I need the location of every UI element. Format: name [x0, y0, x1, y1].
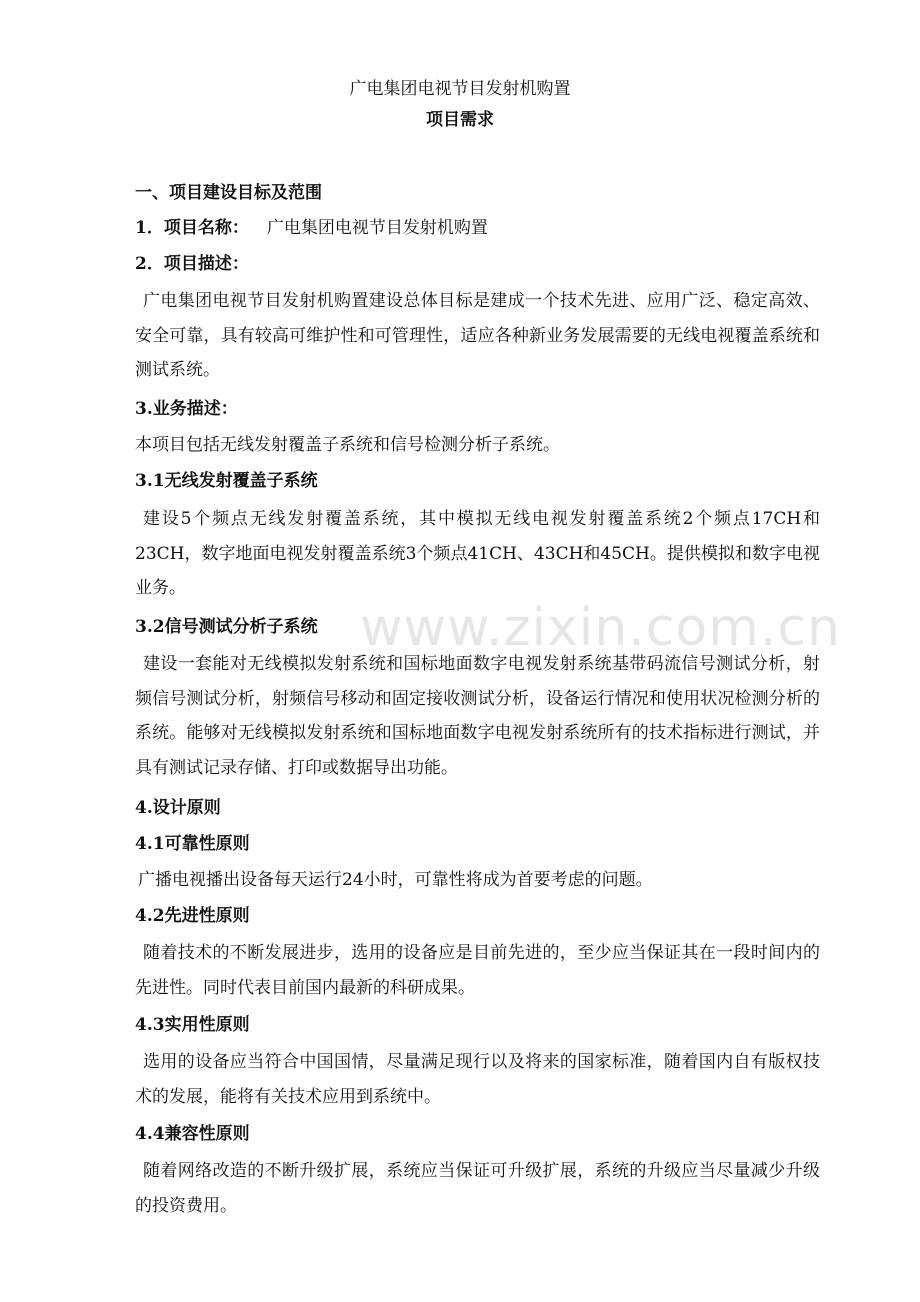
project-name-row	[135, 211, 820, 245]
section-4-2-text: 随着技术的不断发展进步，选用的设备应是目前先进的，至少应当保证其在一段时间内的先进性。同时代表目前国内最新的科研成果。	[135, 943, 820, 998]
section-3-heading: 3.业务描述：	[135, 399, 238, 419]
section-4-heading: 4.设计原则	[135, 798, 221, 818]
section-3-2-text: 建设一套能对无线模拟发射系统和国标地面数字电视发射系统基带码流信号测试分析，射频信号测试分析，射频信号移动和固定接收测试分析，设备运行情况和使用状况检测分析的系统。能够对无线模拟发射系统和国标地面数字电视发射系统所有的技术指标进行测试，并具有测试记录存储、打印或数据导出功能。	[135, 654, 820, 778]
project-name-value: 广电集团电视节目发射机购置	[266, 218, 488, 238]
document-subtitle: 项目需求	[426, 110, 494, 130]
document-title: 广电集团电视节目发射机购置	[349, 79, 571, 99]
section-4-4-text: 随着网络改造的不断升级扩展，系统应当保证可升级扩展，系统的升级应当尽量减少升级的投资费用。	[135, 1161, 820, 1216]
project-description-label: 2．项目描述：	[135, 254, 249, 274]
section-4-4-heading: 4.4兼容性原则	[135, 1124, 250, 1144]
watermark-text: www.zixin.com.cn	[360, 598, 841, 658]
section-1-heading: 一、项目建设目标及范围	[135, 183, 322, 203]
project-name-label: 1．项目名称：	[135, 218, 249, 238]
section-4-1-heading: 4.1可靠性原则	[135, 834, 250, 854]
section-4-3-text: 选用的设备应当符合中国国情，尽量满足现行以及将来的国家标准，随着国内自有版权技术的发展，能将有关技术应用到系统中。	[135, 1052, 820, 1107]
section-3-1-heading: 3.1无线发射覆盖子系统	[135, 471, 318, 491]
section-3-1-text: 建设5个频点无线发射覆盖系统，其中模拟无线电视发射覆盖系统2个频点17CH和23CH，数字地面电视发射覆盖系统3个频点41CH、43CH和45CH。提供模拟和数字电视业务。	[135, 509, 820, 598]
project-description-text: 广电集团电视节目发射机购置建设总体目标是建成一个技术先进、应用广泛、稳定高效、安全可靠，具有较高可维护性和可管理性，适应各种新业务发展需要的无线电视覆盖系统和测试系统。	[135, 291, 820, 380]
section-3-text: 本项目包括无线发射覆盖子系统和信号检测分析子系统。	[135, 435, 560, 455]
section-4-3-heading: 4.3实用性原则	[135, 1015, 250, 1035]
section-3-2-heading: 3.2信号测试分析子系统	[135, 617, 318, 637]
section-4-1-text: 广播电视播出设备每天运行24小时，可靠性将成为首要考虑的问题。	[138, 870, 653, 890]
section-4-2-heading: 4.2先进性原则	[135, 906, 250, 926]
